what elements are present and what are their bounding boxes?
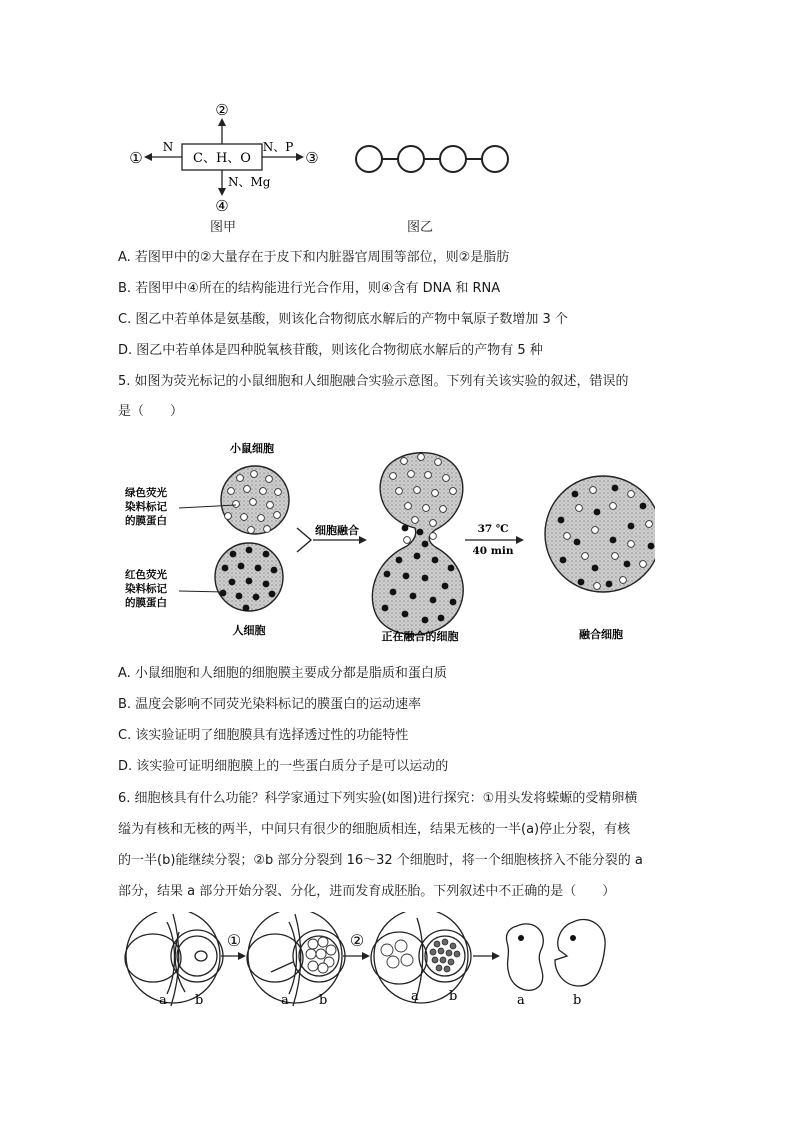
label-b-3: b [449,989,458,1004]
label-b-1: b [195,993,204,1008]
label-mouse-cell: 小鼠细胞 [230,442,274,455]
caption-jia: 图甲 [210,220,237,235]
cell-fusion-figure [115,436,655,648]
label-a-3: a [411,989,419,1004]
figure-jia-yi [110,98,550,240]
q4-option-c: C. 图乙中若单体是氨基酸，则该化合物彻底水解后的产物中氧原子数增加 3 个 [118,312,568,327]
circled-3: ③ [305,149,319,167]
monomer-circle [482,146,508,172]
q5-stem-line1: 5. 如图为荧光标记的小鼠细胞和人细胞融合实验示意图。下列有关该实验的叙述，错误的 [118,374,629,389]
q4-option-b: B. 若图甲中④所在的结构能进行光合作用，则④含有 DNA 和 RNA [118,281,501,296]
label-a-1: a [159,993,167,1008]
red-label-line2: 染料标记 [125,583,167,595]
q4-option-d: D. 图乙中若单体是四种脱氧核苷酸，则该化合物彻底水解后的产物有 5 种 [118,343,543,358]
edge-label-right: N、P [262,140,294,154]
label-a-4: a [517,993,525,1008]
monomer-circle [356,146,382,172]
monomer-chain [356,146,508,172]
red-label-line1: 红色荧光 [125,569,167,581]
monomer-circle [440,146,466,172]
embryo-a [506,924,543,990]
q6-stem-line1: 6. 细胞核具有什么功能？科学家通过下列实验(如图)进行探究：①用头发将蝾螈的受精卵横 [118,791,638,806]
q6-stem-line3: 的一半(b)能继续分裂；②b 部分分裂到 16～32 个细胞时，将一个细胞核挤入不能分裂的 a [118,853,643,868]
label-fusion: 细胞融合 [315,524,359,537]
q5-option-a: A. 小鼠细胞和人细胞的细胞膜主要成分都是脂质和蛋白质 [118,666,447,681]
egg-stage-1 [125,912,223,1006]
edge-label-bottom: N、Mg [228,175,271,189]
q5-stem-line2: 是（ ） [118,404,184,419]
q5-option-b: B. 温度会影响不同荧光染料标记的膜蛋白的运动速率 [118,697,422,712]
red-label-line3: 的膜蛋白 [125,597,167,609]
newt-egg-figure [115,912,615,1012]
green-label-line3: 的膜蛋白 [125,515,167,527]
circled-1: ① [129,149,143,167]
box-text: C、H、O [193,151,251,166]
step-2: ② [349,931,365,950]
label-time: 40 min [472,545,514,557]
circled-2: ② [215,101,229,119]
cells-stage-3-b [430,939,460,972]
q6-stem-line2: 缢为有核和无核的两半，中间只有很少的细胞质相连，结果无核的一半(a)停止分裂，有核 [118,822,631,837]
q6-stem-line4: 部分，结果 a 部分开始分裂、分化，进而发育成胚胎。下列叙述中不正确的是（ ） [118,884,616,899]
label-a-2: a [281,993,289,1008]
edge-label-left: N [162,140,174,154]
cells-stage-2 [306,937,336,973]
label-temp: 37 ℃ [477,523,509,535]
q4-option-a: A. 若图甲中的②大量存在于皮下和内脏器官周围等部位，则②是脂肪 [118,250,510,265]
step-1: ① [226,931,242,950]
monomer-circle [398,146,424,172]
green-label-line2: 染料标记 [125,501,167,513]
embryo-b [555,919,605,986]
label-human-cell: 人细胞 [232,624,266,637]
green-label-line1: 绿色荧光 [125,487,167,499]
circled-4: ④ [215,197,229,215]
label-fused-cell: 融合细胞 [579,628,623,641]
q5-option-d: D. 该实验可证明细胞膜上的一些蛋白质分子是可以运动的 [118,759,449,774]
q5-option-c: C. 该实验证明了细胞膜具有选择透过性的功能特性 [118,728,409,743]
label-b-2: b [319,993,328,1008]
label-fusing-cell: 正在融合的细胞 [381,630,459,643]
fused-cell [545,476,655,592]
label-b-4: b [573,993,582,1008]
cells-stage-3-a [381,940,413,968]
caption-yi: 图乙 [407,220,434,235]
